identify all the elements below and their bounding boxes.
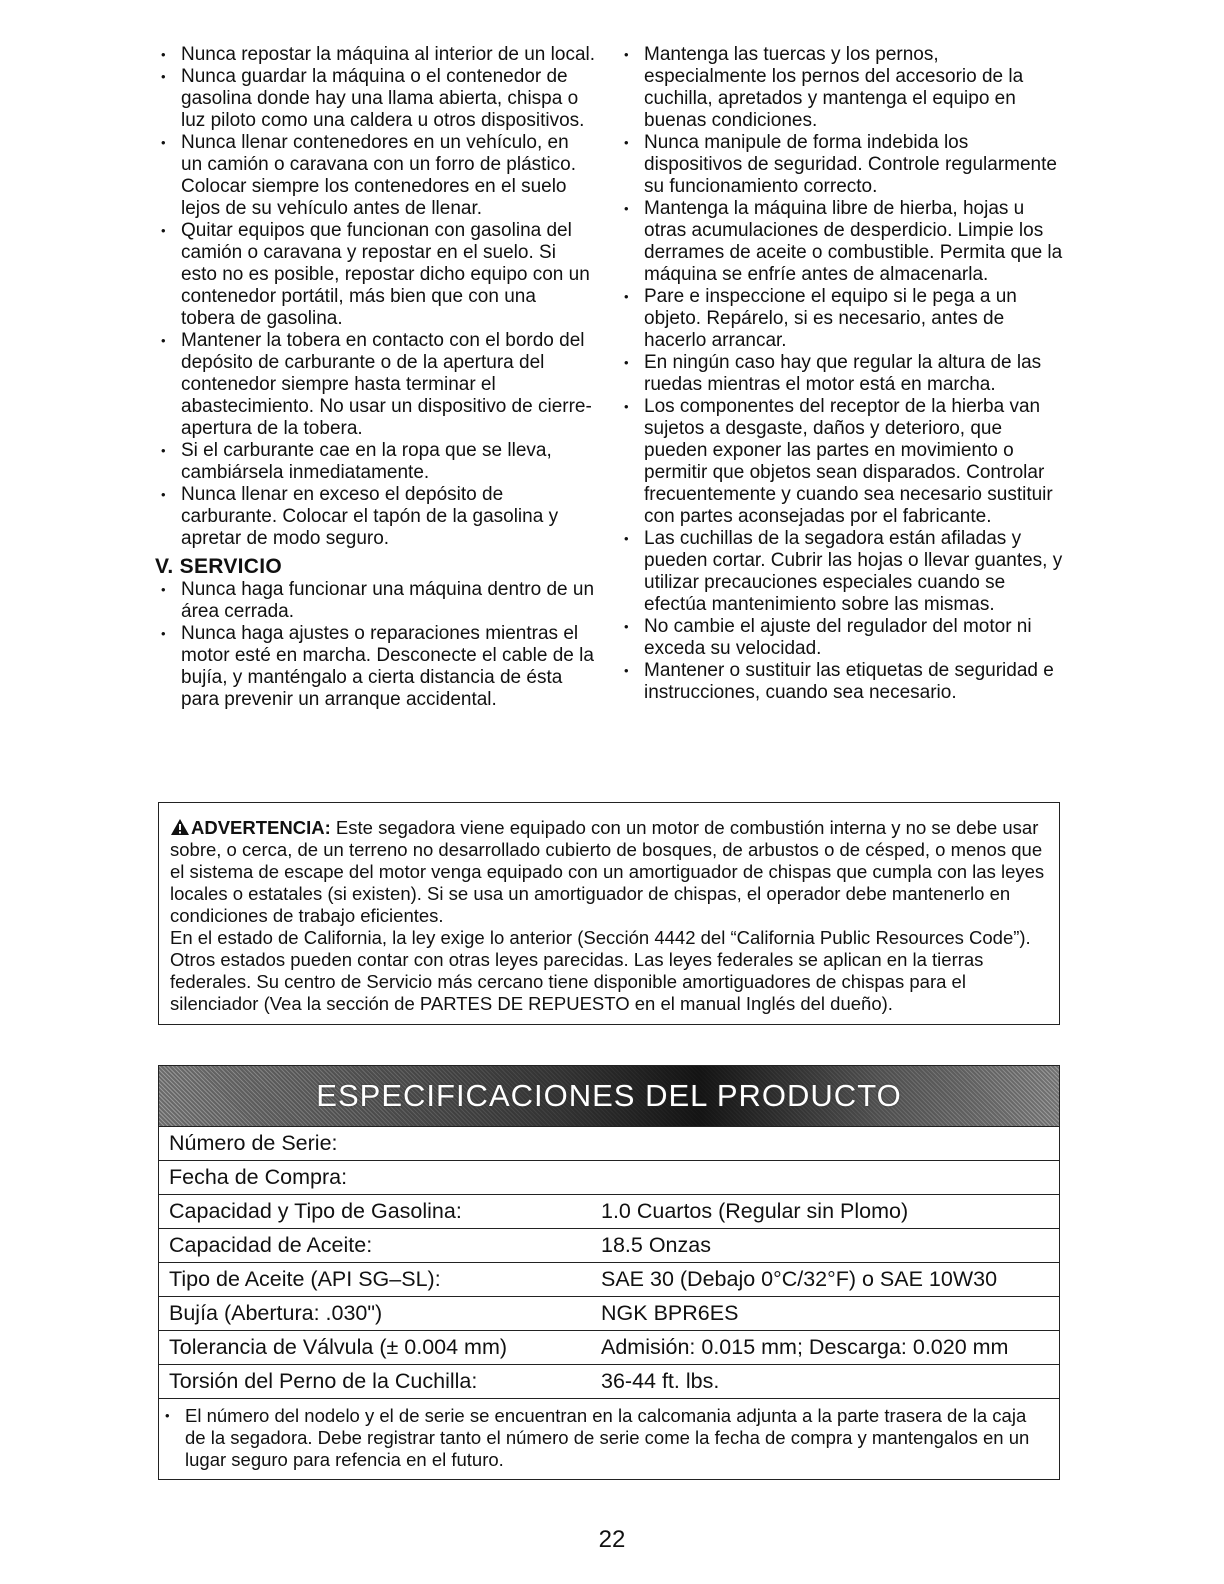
list-item: • Si el carburante cae en la ropa que se lleva, cambiársela inmediatamente. <box>155 440 595 484</box>
spec-label: Torsión del Perno de la Cuchilla: <box>169 1369 478 1393</box>
list-item: • Nunca repostar la máquina al interior de un local. <box>155 44 595 66</box>
list-item: • Quitar equipos que funcionan con gasolina del camión o caravana y repostar en el suelo. Si esto no es posible, repostar dicho equipo con un contenedor portátil, más bien que con una tobera de gasolina. <box>155 220 595 330</box>
list-item: • Nunca haga funcionar una máquina dentro de un área cerrada. <box>155 579 595 623</box>
list-item: • Mantener la tobera en contacto con el bordo del depósito de carburante o de la apertura del contenedor siempre hasta terminar el abastecimiento. No usar un dispositivo de cierre-apertura de la tobera. <box>155 330 595 440</box>
list-item: • Las cuchillas de la segadora están afiladas y pueden cortar. Cubrir las hojas o llevar guantes, y utilizar precauciones especiales cuando se efectúa mantenimiento sobre las mismas. <box>618 528 1063 616</box>
section-heading-servicio: V. SERVICIO <box>155 555 283 578</box>
spec-value: 1.0 Cuartos (Regular sin Plomo) <box>601 1199 909 1223</box>
spec-value: SAE 30 (Debajo 0°C/32°F) o SAE 10W30 <box>601 1267 998 1291</box>
list-item: • Nunca llenar en exceso el depósito de carburante. Colocar el tapón de la gasolina y apretar de modo seguro. <box>155 484 595 550</box>
product-specifications-table <box>158 1065 1060 1480</box>
warning-text: Este segadora viene equipado con un motor de combustión interna y no se debe usar sobre, o cerca, de un terreno no desarrollado cubierto de bosques, de arbustos o de césped, o menos que el sistema de escape del motor venga equipado con un amortiguador de chispas que cumpla con las leyes locales o estatales (si existen). Si se usa un amortiguador de chispas, el operador debe mantenerlo en condiciones de trabajo eficientes. <box>170 817 1045 926</box>
page-number: 22 <box>598 1526 626 1553</box>
warning-label: ADVERTENCIA: <box>191 817 331 838</box>
spec-label: Tolerancia de Válvula (± 0.004 mm) <box>169 1335 508 1359</box>
left-column <box>155 44 595 711</box>
spec-value: NGK BPR6ES <box>601 1301 739 1325</box>
spec-row <box>159 1330 1059 1364</box>
service-safety-list <box>155 579 595 711</box>
list-item: • Los componentes del receptor de la hierba van sujetos a desgaste, daños y deterioro, que pueden exponer las partes en movimiento o permitir que objetos sean disparados. Controlar frecuentemente y cuando sea necesario sustituir con partes aconsejadas por el fabricante. <box>618 396 1063 528</box>
spec-row <box>159 1364 1059 1398</box>
spec-label: Capacidad y Tipo de Gasolina: <box>169 1199 462 1223</box>
list-item: • Nunca llenar contenedores en un vehículo, en un camión o caravana con un forro de plástico. Colocar siempre los contenedores en el suelo lejos de su vehículo antes de llenar. <box>155 132 595 220</box>
list-item: • Mantener o sustituir las etiquetas de seguridad e instrucciones, cuando sea necesario. <box>618 660 1063 704</box>
spec-row <box>159 1262 1059 1296</box>
spec-row <box>159 1296 1059 1330</box>
list-item: • El número del nodelo y el de serie se encuentran en la calcomania adjunta a la parte trasera de la caja de la segadora. Debe registrar tanto el número de serie come la fecha de compra y mantengalos en un lugar seguro para refencia en el futuro. <box>159 1405 1049 1471</box>
warning-paragraph <box>170 817 1048 927</box>
list-item: • Nunca manipule de forma indebida los dispositivos de seguridad. Controle regularmente su funcionamiento correcto. <box>618 132 1063 198</box>
list-item: • Nunca guardar la máquina o el contenedor de gasolina donde hay una llama abierta, chispa o luz piloto como una caldera u otros dispositivos. <box>155 66 595 132</box>
spec-value: 18.5 Onzas <box>601 1233 711 1257</box>
list-item: • Pare e inspeccione el equipo si le pega a un objeto. Repárelo, si es necesario, antes de hacerlo arrancar. <box>618 286 1063 352</box>
right-column <box>618 44 1063 704</box>
maintenance-safety-list <box>618 44 1063 704</box>
list-item: • Nunca haga ajustes o reparaciones mientras el motor esté en marcha. Desconecte el cable de la bujía, y manténgalo a cierta distancia de ésta para prevenir un arranque accidental. <box>155 623 595 711</box>
warning-triangle-icon <box>170 818 190 836</box>
refueling-safety-list <box>155 44 595 550</box>
spec-row <box>159 1194 1059 1228</box>
spec-value: 36-44 ft. lbs. <box>601 1369 720 1393</box>
list-item: • No cambie el ajuste del regulador del motor ni exceda su velocidad. <box>618 616 1063 660</box>
spec-label: Tipo de Aceite (API SG–SL): <box>169 1267 441 1291</box>
list-item: • En ningún caso hay que regular la altura de las ruedas mientras el motor está en marcha. <box>618 352 1063 396</box>
warning-paragraph-california: En el estado de California, la ley exige lo anterior (Sección 4442 del “California Public Resources Code”). Otros estados pueden contar con otras leyes parecidas. Las leyes federales se aplican en la tierras federales. Su centro de Servicio más cercano tiene disponible amortiguadores de chispas para el silenciador (Vea la sección de PARTES DE REPUESTO en el manual Inglés del dueño). <box>170 927 1031 1014</box>
list-item: • Mantenga las tuercas y los pernos, especialmente los pernos del accesorio de la cuchilla, apretados y mantenga el equipo en buenas condiciones. <box>618 44 1063 132</box>
spec-row <box>159 1160 1059 1194</box>
spec-label: Capacidad de Aceite: <box>169 1233 373 1257</box>
spec-row <box>159 1228 1059 1262</box>
warning-box <box>158 802 1060 1025</box>
specs-title: ESPECIFICACIONES DEL PRODUCTO <box>316 1078 902 1113</box>
list-item: • Mantenga la máquina libre de hierba, hojas u otras acumulaciones de desperdicio. Limpie los derrames de aceite o combustible. Permita que la máquina se enfríe antes de almacenarla. <box>618 198 1063 286</box>
specs-note <box>159 1398 1059 1479</box>
spec-row <box>159 1126 1059 1160</box>
spec-label: Número de Serie: <box>169 1131 338 1155</box>
spec-label: Bujía (Abertura: .030") <box>169 1301 383 1325</box>
spec-value: Admisión: 0.015 mm; Descarga: 0.020 mm <box>601 1335 1009 1359</box>
specs-banner <box>159 1066 1059 1126</box>
spec-label: Fecha de Compra: <box>169 1165 348 1189</box>
